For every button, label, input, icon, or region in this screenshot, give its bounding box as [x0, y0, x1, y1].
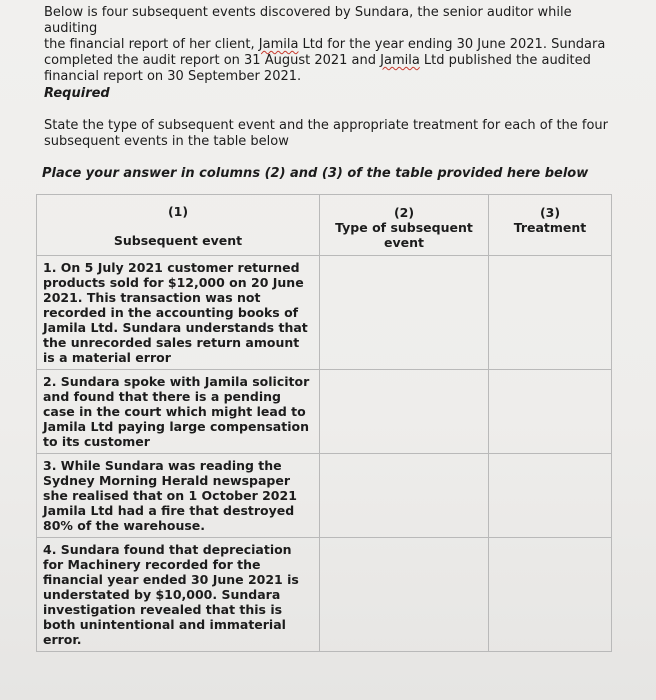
event-cell: 3. While Sundara was reading the Sydney Morning Herald newspaper she realised that on 1 October 2021 Jamila Ltd had a fire that destroyed 80% of the warehouse. — [37, 454, 320, 538]
type-answer-cell[interactable] — [320, 370, 489, 454]
intro-line-3-start: completed the audit report on 31 August 2021 and — [44, 53, 381, 68]
event-cell: 1. On 5 July 2021 customer returned products sold for $12,000 on 20 June 2021. This transaction was not recorded in the accounting books of Jamila Ltd. Sundara understands that the unrecorded sales return amount is a material error — [37, 256, 320, 370]
intro-line-2 — [44, 37, 624, 53]
intro-paragraph — [44, 5, 624, 85]
event-cell: 4. Sundara found that depreciation for Machinery recorded for the financial year ended 30 June 2021 is understated by $10,000. Sundara investigation revealed that this is both unintentional and immaterial error. — [37, 538, 320, 652]
table-row — [37, 538, 612, 652]
table-row — [37, 370, 612, 454]
type-answer-cell[interactable] — [320, 538, 489, 652]
instruction-text: State the type of subsequent event and the appropriate treatment for each of the four subsequent events in the table below — [44, 118, 609, 149]
type-answer-cell[interactable] — [320, 256, 489, 370]
treatment-answer-cell[interactable] — [489, 538, 612, 652]
intro-line-3-end: Ltd published the audited — [419, 53, 591, 68]
intro-line-1: Below is four subsequent events discovered by Sundara, the senior auditor while auditing — [44, 5, 572, 36]
header-subsequent-event — [37, 195, 320, 256]
spellcheck-flagged-word: Jamila — [380, 53, 420, 68]
place-answer-instruction: Place your answer in columns (2) and (3) of the table provided here below — [42, 166, 589, 181]
table-row — [37, 256, 612, 370]
required-heading: Required — [44, 86, 110, 101]
col2-number: (2) — [393, 205, 415, 220]
treatment-answer-cell[interactable] — [489, 256, 612, 370]
event-cell: 2. Sundara spoke with Jamila solicitor and found that there is a pending case in the court which might lead to Jamila Ltd paying large compensation to its customer — [37, 370, 320, 454]
intro-line-4: financial report on 30 September 2021. — [44, 69, 302, 84]
treatment-answer-cell[interactable] — [489, 370, 612, 454]
col3-number: (3) — [539, 205, 561, 220]
header-type-of-event — [320, 195, 489, 256]
col1-number: (1) — [167, 204, 189, 219]
answer-table — [36, 194, 612, 652]
table-row — [37, 454, 612, 538]
intro-line-3 — [44, 53, 624, 69]
table-header-row — [37, 195, 612, 256]
type-answer-cell[interactable] — [320, 454, 489, 538]
col2-label: Type of subsequent event — [335, 220, 473, 250]
spellcheck-flagged-word: Jamila — [258, 37, 299, 52]
col1-label: Subsequent event — [113, 233, 243, 248]
intro-line-2-start: the financial report of her client, — [44, 37, 259, 52]
intro-line-2-end: Ltd for the year ending 30 June 2021. Sundara — [298, 37, 606, 52]
col3-label: Treatment — [513, 220, 587, 235]
header-treatment — [489, 195, 612, 256]
treatment-answer-cell[interactable] — [489, 454, 612, 538]
